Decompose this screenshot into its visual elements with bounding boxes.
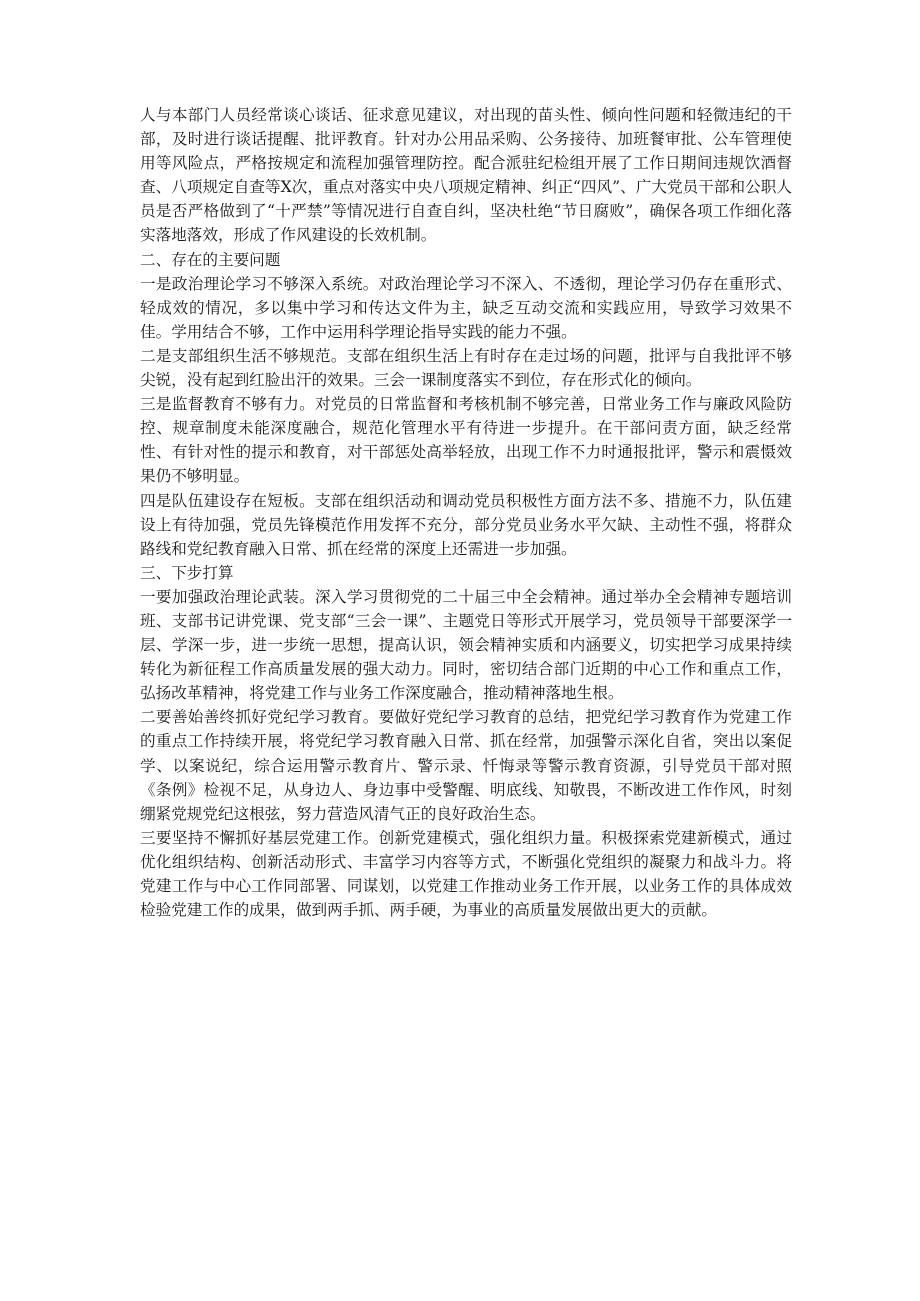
paragraph-problem-2: 二是支部组织生活不够规范。支部在组织生活上有时存在走过场的问题，批评与自我批评不够尖锐，没有起到红脸出汗的效果。三会一课制度落实不到位，存在形式化的倾向。 [140,346,792,390]
paragraph-work-style: 人与本部门人员经常谈心谈话、征求意见建议，对出现的苗头性、倾向性问题和轻微违纪的干部，及时进行谈话提醒、批评教育。针对办公用品采购、公务接待、加班餐审批、公车管理使用等风险点，严格按规定和流程加强管理防控。配合派驻纪检组开展了工作日期间违规饮酒督查、八项规定自查等X次，重点对落实中央八项规定精神、纠正“四风”、广大党员干部和公职人员是否严格做到了“十严禁”等情况进行自查自纠，坚决杜绝“节日腐败”，确保各项工作细化落实落地落效，形成了作风建设的长效机制。 [140,106,792,245]
paragraph-problem-1: 一是政治理论学习不够深入系统。对政治理论学习不深入、不透彻，理论学习仍存在重形式、轻成效的情况，多以集中学习和传达文件为主，缺乏互动交流和实践应用，导致学习效果不佳。学用结合不够，工作中运用科学理论指导实践的能力不强。 [140,274,792,341]
paragraph-plan-2: 二要善始善终抓好党纪学习教育。要做好党纪学习教育的总结，把党纪学习教育作为党建工作的重点工作持续开展，将党纪学习教育融入日常、抓在经常，加强警示深化自省，突出以案促学、以案说纪，综合运用警示教育片、警示录、忏悔录等警示教育资源，引导党员干部对照《条例》检视不足，从身边人、身边事中受警醒、明底线、知敬畏，不断改进工作作风，时刻绷紧党规党纪这根弦，努力营造风清气正的良好政治生态。 [140,708,792,823]
paragraph-problem-3: 三是监督教育不够有力。对党员的日常监督和考核机制不够完善，日常业务工作与廉政风险防控、规章制度未能深度融合，规范化管理水平有待进一步提升。在干部问责方面，缺乏经常性、有针对性的提示和教育，对干部惩处高举轻放，出现工作不力时通报批评，警示和震慑效果仍不够明显。 [140,395,792,486]
paragraph-problem-4: 四是队伍建设存在短板。支部在组织活动和调动党员积极性方面方法不多、措施不力，队伍建设上有待加强，党员先锋模范作用发挥不充分，部分党员业务水平欠缺、主动性不强，将群众路线和党纪教育融入日常、抓在经常的深度上还需进一步加强。 [140,491,792,558]
document-page [140,103,792,922]
paragraph-plan-1: 一要加强政治理论武装。深入学习贯彻党的二十届三中全会精神。通过举办全会精神专题培训班、支部书记讲党课、党支部“三会一课”、主题党日等形式开展学习，党员领导干部要深学一层、学深一步，进一步统一思想，提高认识，领会精神实质和内涵要义，切实把学习成果持续转化为新征程工作高质量发展的强大动力。同时，密切结合部门近期的中心工作和重点工作，弘扬改革精神，将党建工作与业务工作深度融合，推动精神落地生根。 [140,587,792,703]
section-heading-problems: 二、存在的主要问题 [140,250,281,269]
section-heading-next-steps: 三、下步打算 [140,563,234,582]
paragraph-plan-3: 三要坚持不懈抓好基层党建工作。创新党建模式，强化组织力量。积极探索党建新模式，通过优化组织结构、创新活动形式、丰富学习内容等方式，不断强化党组织的凝聚力和战斗力。将党建工作与中心工作同部署、同谋划，以党建工作推动业务工作开展，以业务工作的具体成效检验党建工作的成果，做到两手抓、两手硬，为事业的高质量发展做出更大的贡献。 [140,828,792,920]
